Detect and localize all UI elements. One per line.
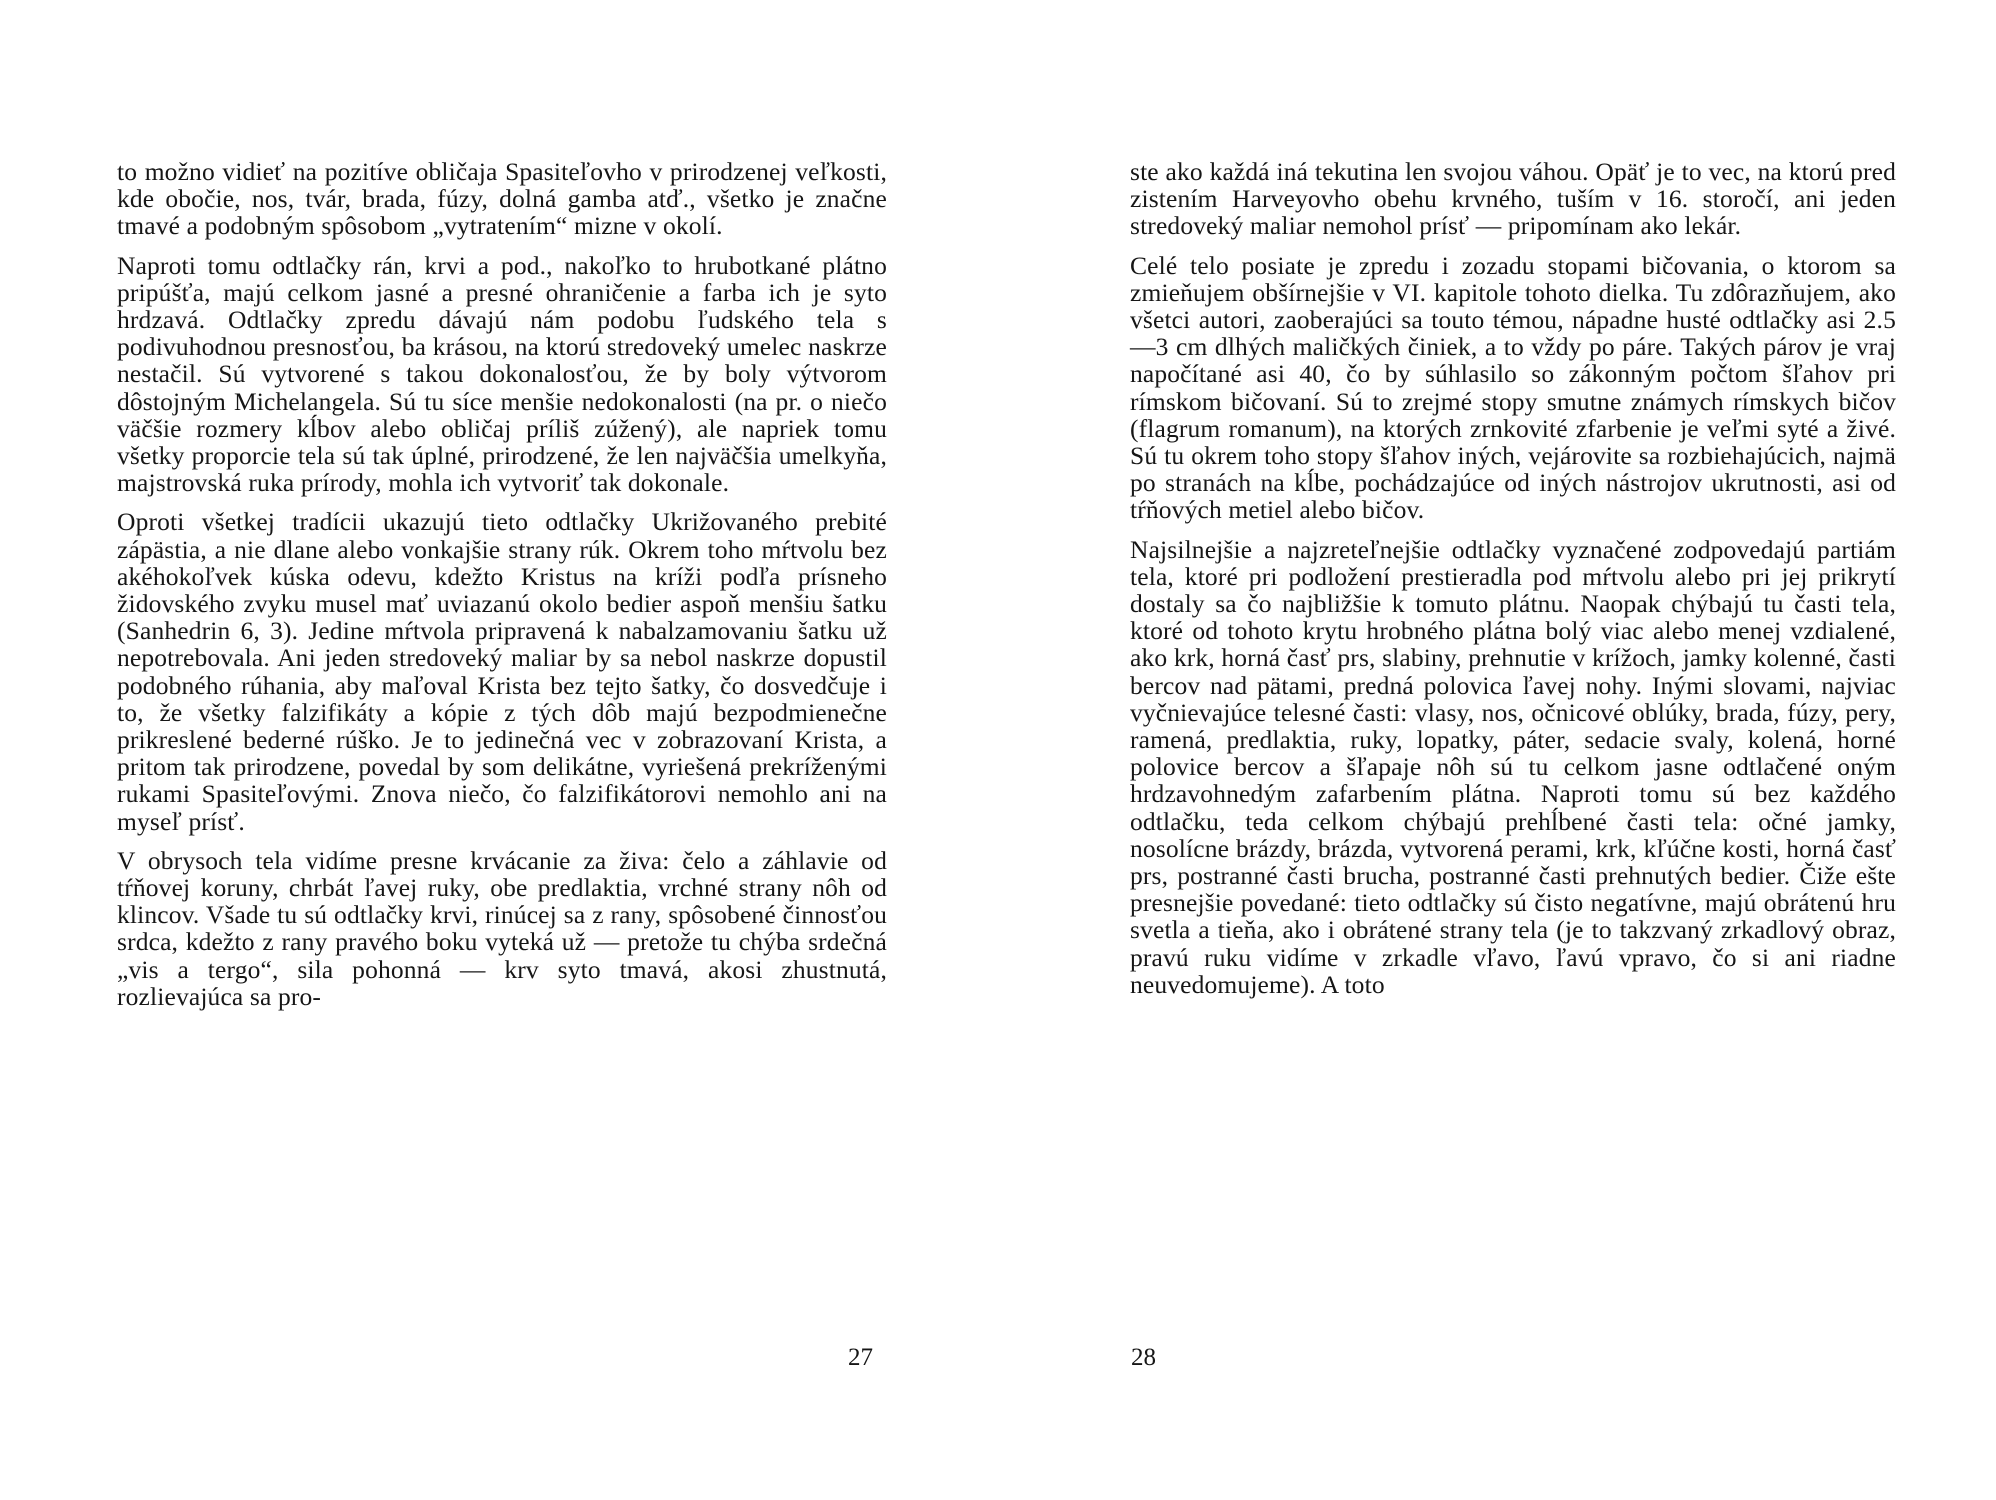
right-page-text <box>1130 158 1896 1010</box>
right-paragraph-1: ste ako každá iná tekutina len svojou váhou. Opäť je to vec, na ktorú pred zistením Harveyovho obehu krvného, tuším v 16. storočí, ani jeden stredoveký maliar nemohol prísť — pripomínam ako lekár. <box>1130 157 1896 241</box>
left-paragraph-4: V obrysoch tela vidíme presne krvácanie za živa: čelo a záhlavie od tŕňovej koruny, chrbát ľavej ruky, obe predlaktia, vrchné strany nôh od klincov. Všade tu sú odtlačky krvi, rinúcej sa z rany, spôsobené činnosťou srdca, kdežto z rany pravého boku vyteká už — pretože tu chýba srdečná „vis a tergo“, sila pohonná — krv syto tmavá, akosi zhustnutá, rozlievajúca sa pro- <box>117 845 887 1011</box>
left-page-number: 27 <box>848 1344 873 1371</box>
right-paragraph-2: Celé telo posiate je zpredu i zozadu stopami bičovania, o ktorom sa zmieňujem obšírnejšie v VI. kapitole tohoto dielka. Tu zdôrazňujem, ako všetci autori, zaoberajúci sa touto témou, nápadne husté odtlačky asi 2.5—3 cm dlhých maličkých činiek, a to vždy po páre. Takých párov je vraj napočítané asi 40, čo by súhlasilo so zákonným počtom šľahov pri rímskom bičovaní. Sú to zrejmé stopy smutne známych rímskych bičov (flagrum romanum), na ktorých zrnkovité zfarbenie je veľmi syté a živé. Sú tu okrem toho stopy šľahov iných, vejárovite sa rozbiehajúcich, najmä po stranách na kĺbe, pochádzajúce od iných nástrojov ukrutnosti, asi od tŕňových metiel alebo bičov. <box>1130 250 1896 525</box>
right-page-number: 28 <box>1131 1344 1156 1371</box>
right-paragraph-3: Najsilnejšie a najzreteľnejšie odtlačky vyznačené zodpovedajú partiám tela, ktoré pri podložení prestieradla pod mŕtvolu alebo pri jej prikrytí dostaly sa čo najbližšie k tomuto plátnu. Naopak chýbajú tu časti tela, ktoré od tohoto krytu hrobného plátna bolý viac alebo menej vzdialené, ako krk, horná časť prs, slabiny, prehnutie v krížoch, jamky kolenné, časti bercov nad pätami, predná polovica ľavej nohy. Inými slovami, najviac vyčnievajúce telesné časti: vlasy, nos, očnicové oblúky, brada, fúzy, pery, ramená, predlaktia, ruky, lopatky, páter, sedacie svaly, kolená, horné polovice bercov a šľapaje nôh sú tu celkom jasne odtlačené oným hrdzavohnedým zafarbením plátna. Naproti tomu sú bez každého odtlačku, teda celkom chýbajú prehĺbené časti tela: očné jamky, nosolícne brázdy, brázda, vytvorená perami, krk, kľúčne kosti, horná časť prs, postranné časti brucha, postranné časti prehnutých bedier. Čiže ešte presnejšie povedané: tieto odtlačky sú čisto negatívne, majú obrátenú hru svetla a tieňa, ako i obrátené strany tela (je to takzvaný zrkadlový obraz, pravú ruku vidíme v zrkadle vľavo, ľavú vpravo, čo si ani riadne neuvedomujeme). A toto <box>1130 534 1896 999</box>
left-paragraph-2: Naproti tomu odtlačky rán, krvi a pod., nakoľko to hrubotkané plátno pripúšťa, majú celkom jasné a presné ohraničenie a farba ich je syto hrdzavá. Odtlačky zpredu dávajú nám podobu ľudského tela s podivuhodnou presnosťou, ba krásou, na ktorú stredoveký umelec naskrze nestačil. Sú vytvorené s takou dokonalosťou, že by boly výtvorom dôstojným Michelangela. Sú tu síce menšie nedokonalosti (na pr. o niečo väčšie rozmery kĺbov alebo obličaj príliš zúžený), ale napriek tomu všetky proporcie tela sú tak úplné, prirodzené, že len najväčšia umelkyňa, majstrovská ruka prírody, mohla ich vytvoriť tak dokonale. <box>117 250 887 498</box>
right-page <box>998 0 1996 1500</box>
left-page-text <box>117 158 887 1022</box>
left-paragraph-3: Oproti všetkej tradícii ukazujú tieto odtlačky Ukrižovaného prebité zápästia, a nie dlane alebo vonkajšie strany rúk. Okrem toho mŕtvolu bez akéhokoľvek kúska odevu, kdežto Kristus na kríži podľa prísneho židovského zvyku musel mať uviazanú okolo bedier aspoň menšiu šatku (Sanhedrin 6, 3). Jedine mŕtvola pripravená k nabalzamovaniu šatku už nepotrebovala. Ani jeden stredoveký maliar by sa nebol naskrze dopustil podobného rúhania, aby maľoval Krista bez tejto šatky, čo dosvedčuje i to, že všetky falzifikáty a kópie z tých dôb majú bezpodmienečne prikreslené bederné rúško. Je to jedinečná vec v zobrazovaní Krista, a pritom tak prirodzene, povedal by som delikátne, vyriešená prekríženými rukami Spasiteľovými. Znova niečo, čo falzifikátorovi nemohlo ani na myseľ prísť. <box>117 507 887 836</box>
left-paragraph-1: to možno vidieť na pozitíve obličaja Spasiteľovho v prirodzenej veľkosti, kde obočie, nos, tvár, brada, fúzy, dolná gamba atď., všetko je značne tmavé a podobným spôsobom „vytratením“ mizne v okolí. <box>117 157 887 241</box>
